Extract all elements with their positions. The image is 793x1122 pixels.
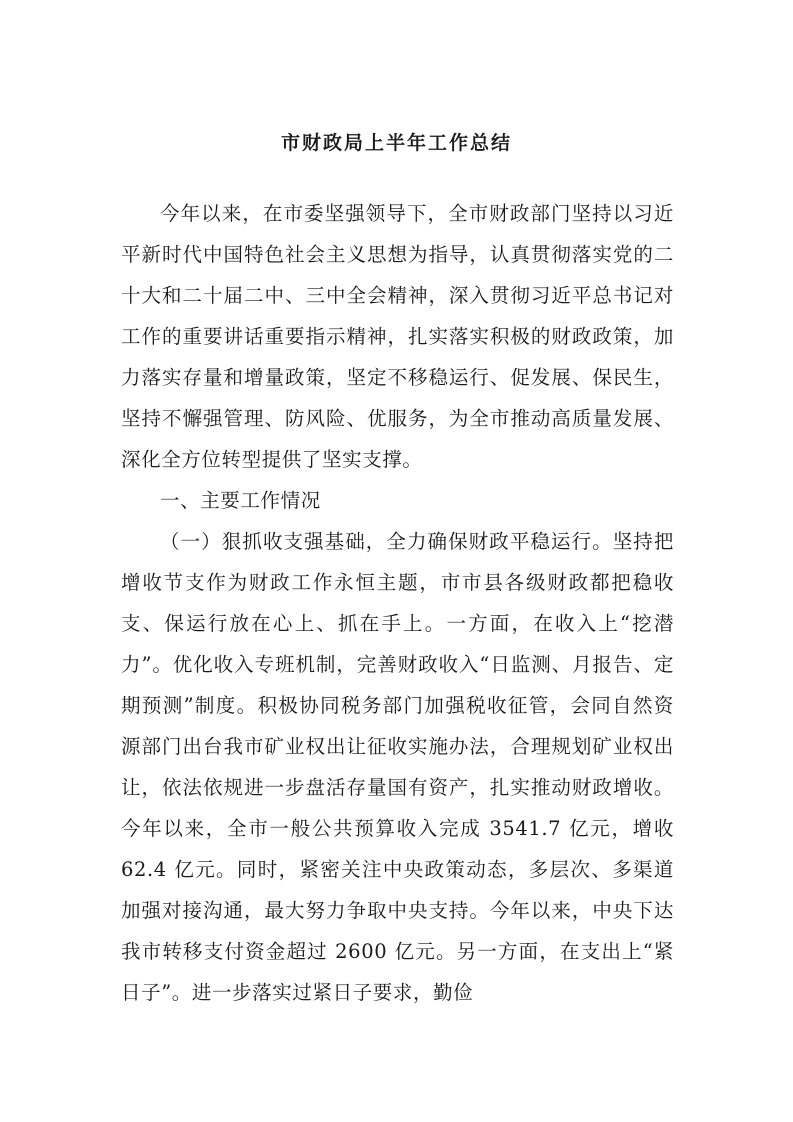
document-body [121, 193, 674, 1013]
section-heading: 一、主要工作情况 [160, 489, 321, 512]
intro-paragraph: 今年以来，在市委坚强领导下，全市财政部门坚持以习近平新时代中国特色社会主义思想为指导，认真贯彻落实党的二十大和二十届二中、三中全会精神，深入贯彻习近平总书记对工作的重要讲话重要指示精神，扎实落实积极的财政政策，加力落实存量和增量政策，坚定不移稳运行、促发展、保民生，坚持不懈强管理、防风险、优服务，为全市推动高质量发展、深化全方位转型提供了坚实支撑。 [121, 202, 674, 471]
section-paragraph: （一）狠抓收支强基础，全力确保财政平稳运行。坚持把增收节支作为财政工作永恒主题，市市县各级财政都把稳收支、保运行放在心上、抓在手上。一方面，在收入上“挖潜力”。优化收入专班机制，完善财政收入“日监测、月报告、定期预测”制度。积极协同税务部门加强税收征管，会同自然资源部门出台我市矿业权出让征收实施办法，合理规划矿业权出让，依法依规进一步盘活存量国有资产，扎实推动财政增收。今年以来，全市一般公共预算收入完成 3541.7 亿元，增收 62.4 亿元。同时，紧密关注中央政策动态，多层次、多渠道加强对接沟通，最大努力争取中央支持。今年以来，中央下达我市转移支付资金超过 2600 亿元。另一方面，在支出上“紧日子”。进一步落实过紧日子要求，勤俭 [121, 530, 674, 1004]
document-title: 市财政局上半年工作总结 [280, 132, 512, 154]
